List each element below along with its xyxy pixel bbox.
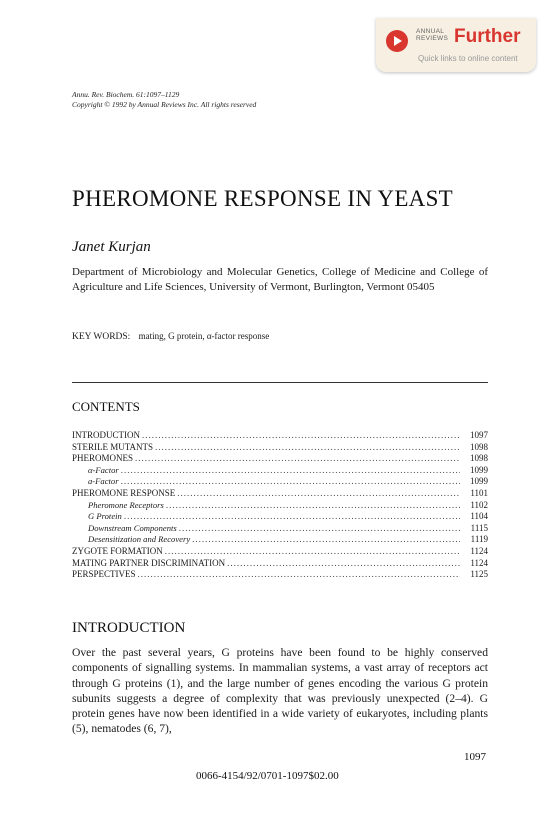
- toc-leader-dots: [155, 442, 460, 454]
- toc-entry[interactable]: [72, 534, 488, 546]
- toc-entry[interactable]: [72, 511, 488, 523]
- toc-entry-page: 1124: [470, 557, 488, 568]
- toc-leader-dots: [135, 453, 460, 465]
- toc-entry[interactable]: [72, 430, 488, 442]
- badge-further-label: Further: [454, 26, 521, 47]
- badge-publisher-line1: ANNUAL: [416, 28, 445, 35]
- divider: [72, 382, 488, 383]
- page-number: 1097: [464, 751, 486, 763]
- table-of-contents: [72, 430, 488, 581]
- toc-entry-page: 1119: [470, 534, 488, 545]
- toc-entry-title: Desensitization and Recovery: [88, 534, 191, 545]
- toc-leader-dots: [142, 430, 460, 442]
- toc-entry[interactable]: [72, 500, 488, 512]
- badge-quick-links[interactable]: Quick links to online content: [418, 54, 518, 63]
- toc-entry-title: Pheromone Receptors: [88, 499, 164, 510]
- toc-entry-page: 1099: [470, 464, 488, 475]
- citation-copyright: Copyright © 1992 by Annual Reviews Inc. All rights reserved: [72, 100, 257, 109]
- toc-entry[interactable]: [72, 453, 488, 465]
- toc-entry[interactable]: [72, 476, 488, 488]
- toc-entry[interactable]: [72, 569, 488, 581]
- toc-leader-dots: [177, 488, 460, 500]
- toc-entry-title: STERILE MUTANTS: [72, 441, 154, 452]
- article-title: PHEROMONE RESPONSE IN YEAST: [72, 186, 454, 211]
- toc-entry-page: 1098: [470, 441, 488, 452]
- toc-entry-title: INTRODUCTION: [72, 430, 140, 440]
- toc-leader-dots: [227, 558, 460, 570]
- toc-entry-title: Downstream Components: [88, 522, 177, 533]
- toc-entry-page: 1115: [470, 522, 488, 533]
- toc-entry-title: G Protein: [88, 511, 122, 522]
- section-heading-introduction: INTRODUCTION: [72, 620, 186, 636]
- toc-entry-title: α-Factor: [88, 464, 119, 475]
- toc-entry-page: 1097: [470, 430, 488, 440]
- toc-entry-title: PHEROMONES: [72, 453, 134, 464]
- toc-leader-dots: [179, 523, 460, 535]
- toc-entry-title: a-Factor: [88, 476, 119, 487]
- play-icon: [386, 30, 408, 52]
- badge-publisher: [416, 28, 448, 42]
- further-badge[interactable]: [376, 18, 536, 72]
- badge-publisher-line2: REVIEWS: [416, 35, 449, 42]
- toc-entry-page: 1104: [470, 511, 488, 522]
- toc-leader-dots: [165, 546, 460, 558]
- toc-entry[interactable]: [72, 558, 488, 570]
- toc-leader-dots: [121, 476, 460, 488]
- toc-entry-title: PHEROMONE RESPONSE: [72, 487, 176, 498]
- toc-leader-dots: [192, 534, 460, 546]
- toc-entry-title: ZYGOTE FORMATION: [72, 545, 163, 556]
- toc-entry-page: 1098: [470, 453, 488, 464]
- author-affiliation: Department of Microbiology and Molecular Genetics, College of Medicine and College of Agriculture and Life Sciences, University of Vermont, Burlington, Vermont 05405: [72, 266, 488, 293]
- toc-entry-title: MATING PARTNER DISCRIMINATION: [72, 557, 226, 568]
- toc-entry-page: 1125: [470, 569, 488, 580]
- introduction-paragraph: Over the past several years, G proteins have been found to be highly conserved components of signalling systems. In mammalian systems, a vast array of receptors act through G proteins (1), and the large number of genes encoding the various G protein subunits suggests a degree of complexity that was previously unexpected (2–4). G protein genes have now been identified in a wide variety of eukaryotes, including plants (5), nematodes (6, 7),: [72, 646, 488, 736]
- toc-entry[interactable]: [72, 465, 488, 477]
- toc-entry-page: 1102: [470, 499, 488, 510]
- footer-code: 0066-4154/92/0701-1097$02.00: [196, 770, 339, 782]
- toc-entry[interactable]: [72, 546, 488, 558]
- toc-leader-dots: [121, 465, 460, 477]
- author-name: Janet Kurjan: [72, 239, 151, 255]
- toc-leader-dots: [166, 500, 460, 512]
- citation: [72, 90, 256, 110]
- toc-entry[interactable]: [72, 442, 488, 454]
- toc-entry-page: 1099: [470, 476, 488, 487]
- contents-heading: CONTENTS: [72, 399, 140, 414]
- keywords: [72, 331, 269, 342]
- citation-journal: Annu. Rev. Biochem. 61:1097–1129: [72, 90, 180, 99]
- keywords-text: mating, G protein, α-factor response: [138, 331, 270, 341]
- toc-entry-page: 1101: [470, 487, 488, 498]
- toc-entry[interactable]: [72, 488, 488, 500]
- toc-entry-title: PERSPECTIVES: [72, 569, 136, 580]
- toc-leader-dots: [124, 511, 460, 523]
- keywords-label: KEY WORDS:: [72, 332, 131, 342]
- toc-entry[interactable]: [72, 523, 488, 535]
- toc-entry-page: 1124: [470, 545, 488, 556]
- toc-leader-dots: [138, 569, 460, 581]
